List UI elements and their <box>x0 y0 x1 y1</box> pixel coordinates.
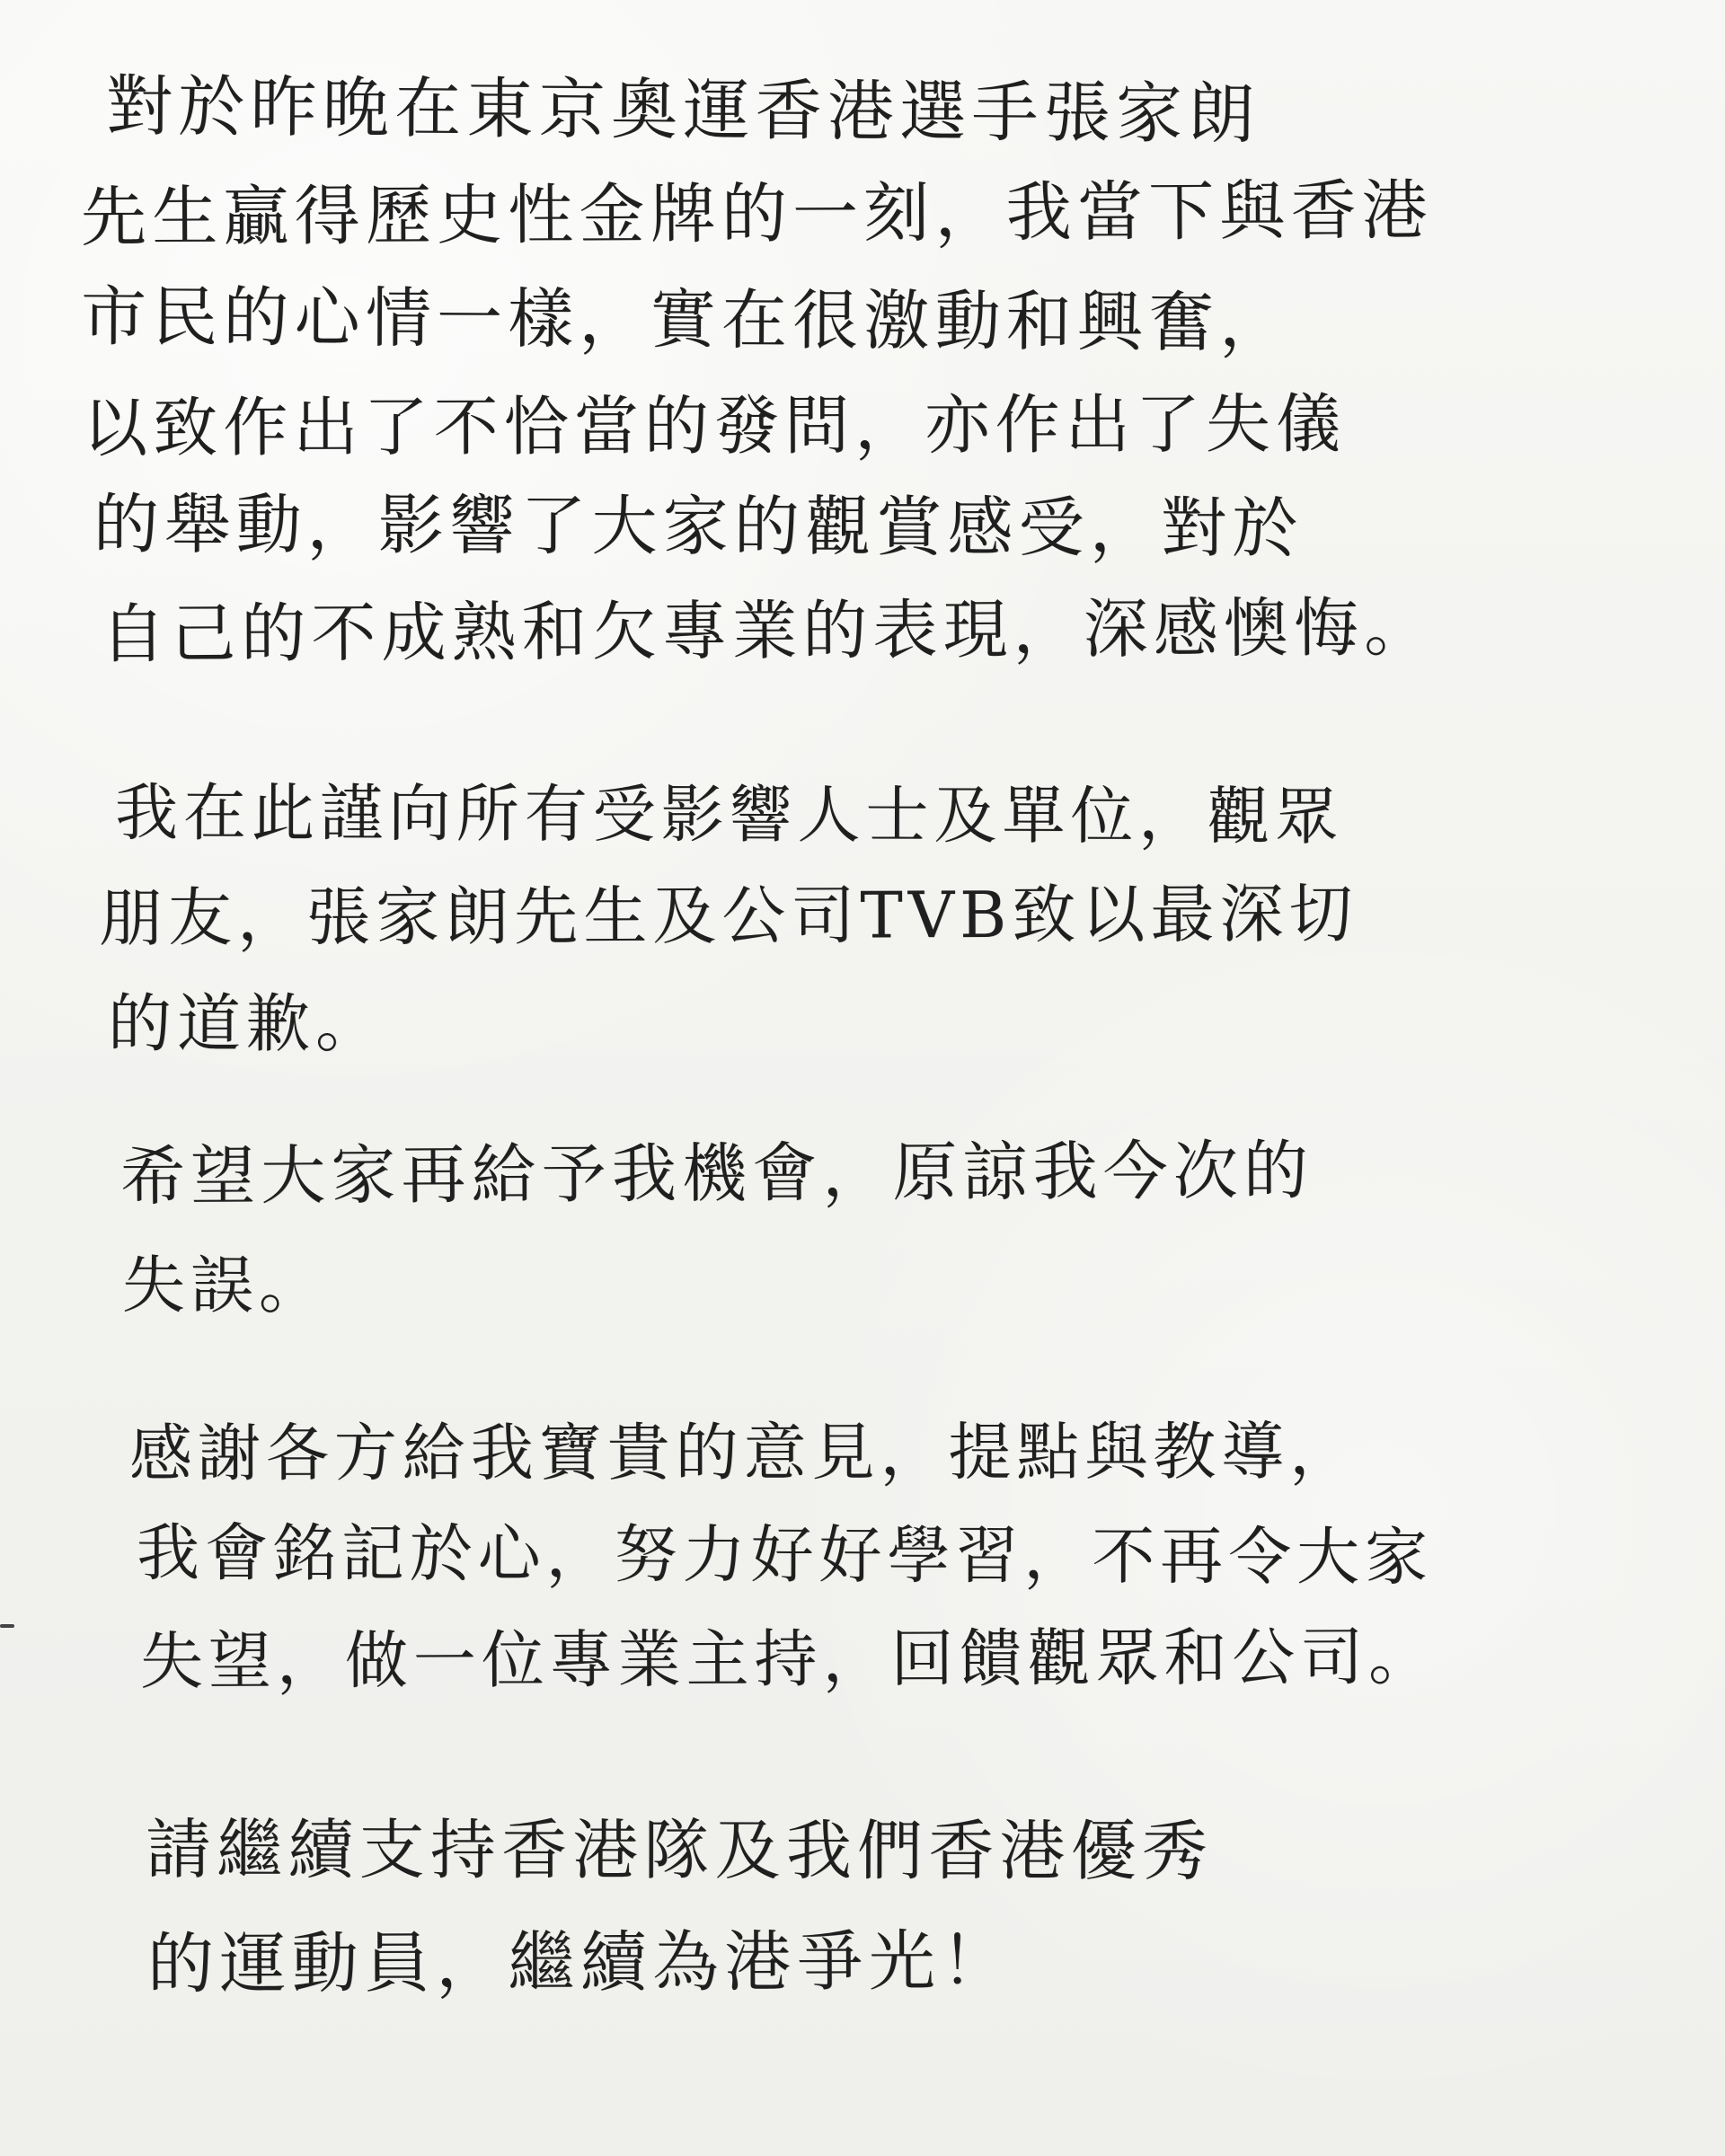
letter-line-16: 的運動員，繼續為港爭光！ <box>146 1922 1013 2003</box>
letter-line-12: 感謝各方給我寶貴的意見，提點與教導， <box>128 1414 1358 1491</box>
letter-line-7: 我在此謹向所有受影響人士及單位，觀眾 <box>114 775 1344 854</box>
letter-line-4: 以致作出了不恰當的發問，亦作出了失儀 <box>82 385 1347 466</box>
letter-line-9: 的道歉。 <box>107 985 385 1062</box>
letter-line-2: 先生贏得歷史性金牌的一刻，我當下與香港 <box>80 172 1434 256</box>
letter-line-5: 的舉動，影響了大家的觀賞感受，對於 <box>93 486 1304 568</box>
letter-line-13: 我會銘記於心，努力好好學習，不再令大家 <box>136 1515 1434 1595</box>
letter-line-6: 自己的不成熟和欠專業的表現，深感懊悔。 <box>100 589 1435 672</box>
letter-line-1: 對於昨晚在東京奧運香港選手張家朗 <box>105 67 1261 154</box>
letter-line-11: 失誤。 <box>121 1248 328 1323</box>
letter-line-8: 朋友，張家朗先生及公司TVB致以最深切 <box>98 876 1358 956</box>
letter-line-10: 希望大家再給予我機會，原諒我今次的 <box>119 1132 1314 1215</box>
letter-line-15: 請繼續支持香港隊及我們香港優秀 <box>145 1811 1214 1891</box>
letter-line-3: 市民的心情一樣，實在很激動和興奮， <box>80 278 1291 362</box>
letter-line-14: 失望，做一位專業主持，回饋觀眾和公司。 <box>139 1620 1438 1699</box>
